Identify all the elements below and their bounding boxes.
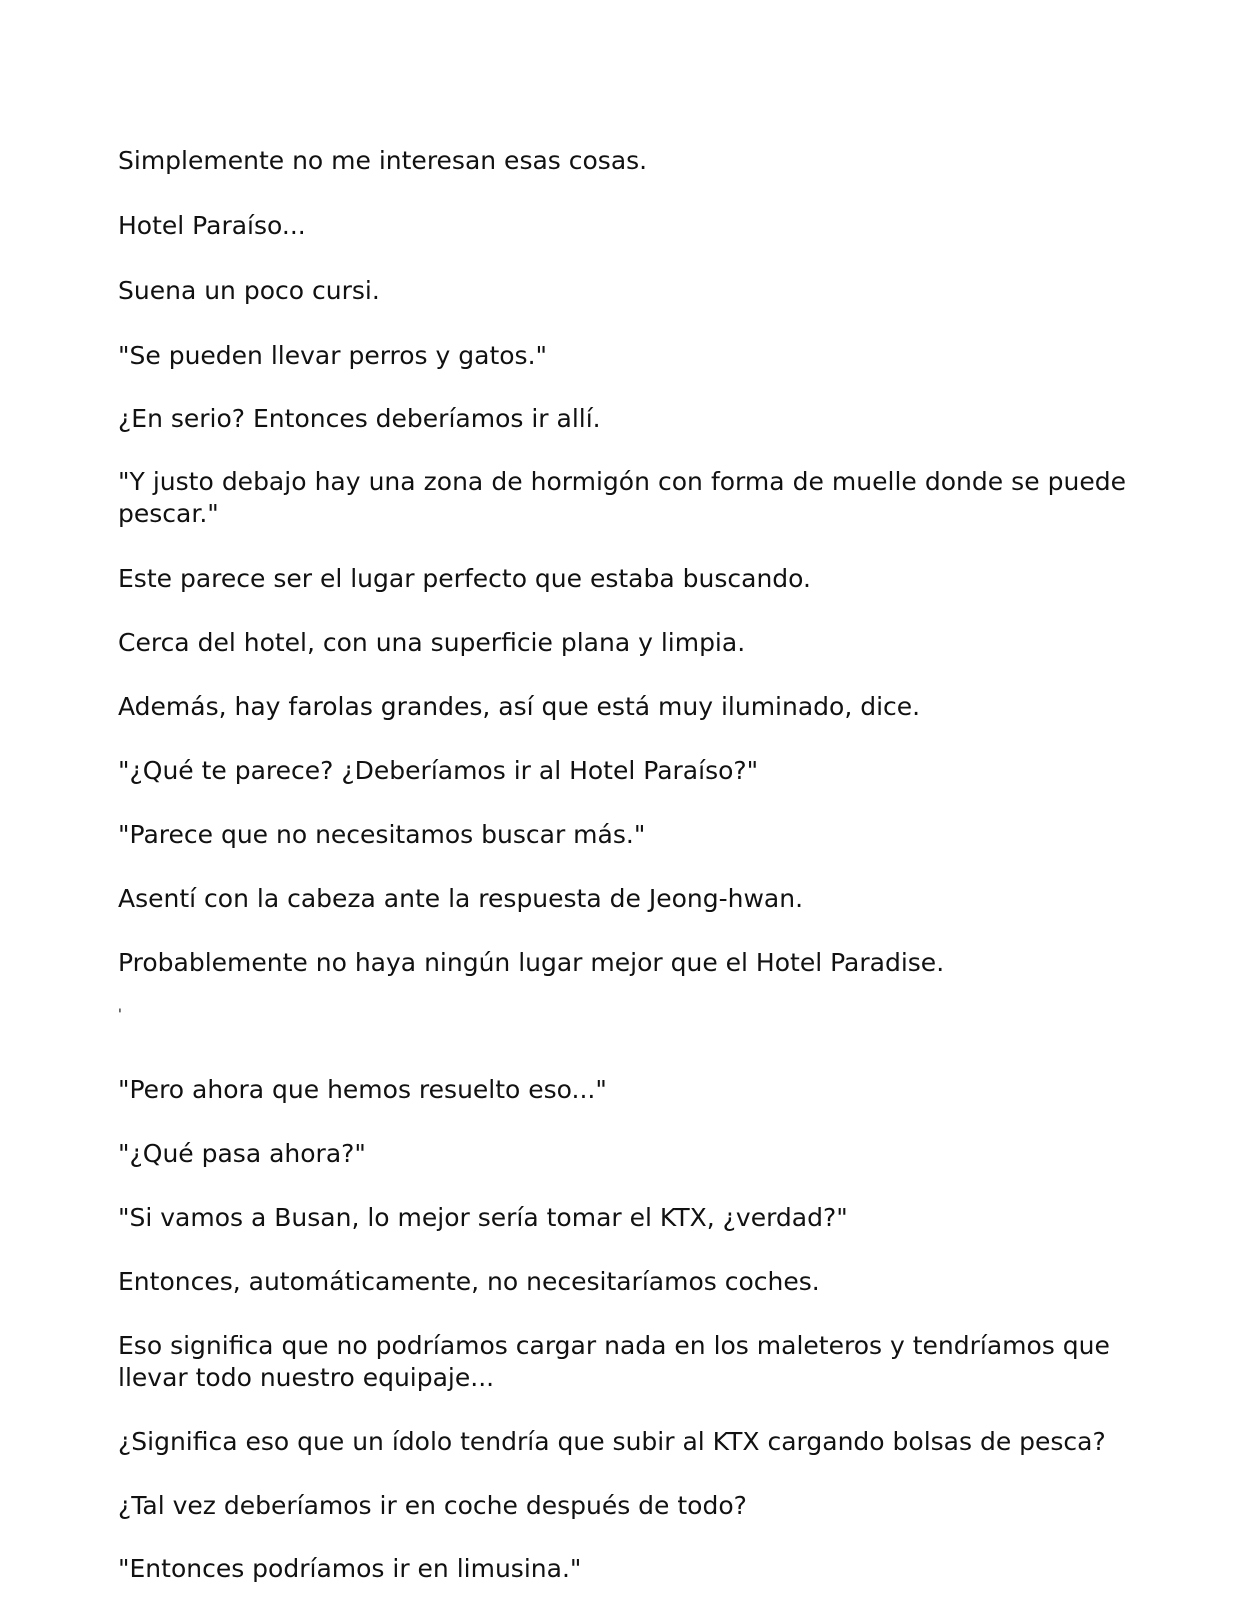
paragraph: "¿Qué pasa ahora?" bbox=[118, 1139, 366, 1168]
paragraph: ¿Tal vez deberíamos ir en coche después de todo? bbox=[118, 1491, 747, 1520]
paragraph: Probablemente no haya ningún lugar mejor que el Hotel Paradise. bbox=[118, 948, 945, 977]
paragraph: "Entonces podríamos ir en limusina." bbox=[118, 1554, 582, 1583]
paragraph: Además, hay farolas grandes, así que está muy iluminado, dice. bbox=[118, 692, 921, 721]
paragraph: Este parece ser el lugar perfecto que estaba buscando. bbox=[118, 564, 811, 593]
paragraph: "Se pueden llevar perros y gatos." bbox=[118, 341, 548, 370]
paragraph: Eso significa que no podríamos cargar nada en los maleteros y tendríamos que llevar todo nuestro equipaje... bbox=[118, 1331, 1110, 1392]
stray-mark: ' bbox=[118, 1007, 122, 1023]
paragraph: "¿Qué te parece? ¿Deberíamos ir al Hotel Paraíso?" bbox=[118, 756, 759, 785]
paragraph: Simplemente no me interesan esas cosas. bbox=[118, 146, 648, 175]
paragraph: Hotel Paraíso... bbox=[118, 211, 306, 240]
paragraph: Cerca del hotel, con una superficie plana y limpia. bbox=[118, 628, 746, 657]
paragraph: ¿En serio? Entonces deberíamos ir allí. bbox=[118, 404, 601, 433]
paragraph: "Parece que no necesitamos buscar más." bbox=[118, 820, 646, 849]
paragraph: "Y justo debajo hay una zona de hormigón con forma de muelle donde se puede pescar." bbox=[118, 467, 1126, 528]
paragraph: ¿Significa eso que un ídolo tendría que subir al KTX cargando bolsas de pesca? bbox=[118, 1427, 1106, 1456]
paragraph: "Pero ahora que hemos resuelto eso..." bbox=[118, 1075, 607, 1104]
paragraph: Entonces, automáticamente, no necesitaríamos coches. bbox=[118, 1267, 820, 1296]
paragraph: Asentí con la cabeza ante la respuesta de Jeong-hwan. bbox=[118, 884, 804, 913]
paragraph: "Si vamos a Busan, lo mejor sería tomar el KTX, ¿verdad?" bbox=[118, 1203, 848, 1232]
paragraph: Suena un poco cursi. bbox=[118, 276, 380, 305]
